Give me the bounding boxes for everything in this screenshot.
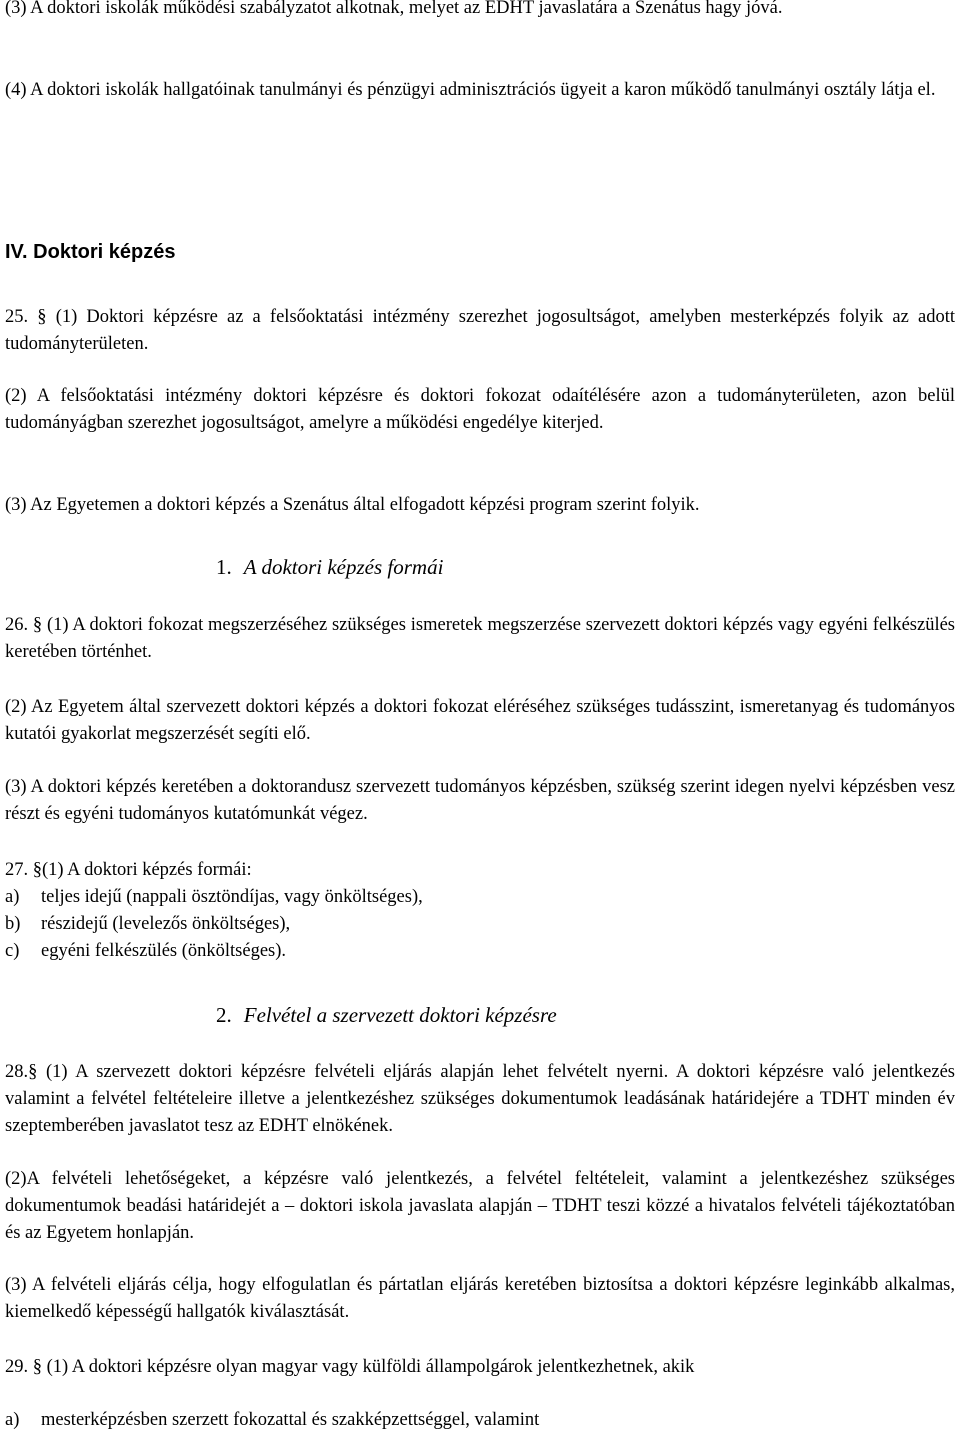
section-28-paragraph-3: (3) A felvételi eljárás célja, hogy elfogulatlan és pártatlan eljárás keretében biztosítsa a doktori képzésre leginkább alkalmas, kiemelkedő képességű hallgatók kiválasztását. [5, 1275, 955, 1322]
list-item-27-a: a) teljes idejű (nappali ösztöndíjas, vagy önköltséges), [5, 887, 423, 907]
list-item-27-c: c) egyéni felkészülés (önköltséges). [5, 941, 287, 961]
subheading-1-number: 1. [216, 555, 232, 579]
subheading-2 [216, 1002, 557, 1029]
list-item-27-b: b) részidejű (levelezős önköltséges), [5, 914, 291, 934]
paragraph-4-tanulmanyi-osztaly: (4) A doktori iskolák hallgatóinak tanulmányi és pénzügyi adminisztrációs ügyeit a karon működő tanulmányi osztály látja el. [5, 80, 936, 100]
list-item-29-a: a) mesterképzésben szerzett fokozattal és szakképzettséggel, valamint [5, 1410, 540, 1430]
section-28-paragraph-2: (2)A felvételi lehetőségeket, a képzésre való jelentkezés, a felvétel feltételeit, valamint a jelentkezéshez szükséges dokumentumok beadási határidejét a – doktori iskola javaslata alapján – TDHT teszi közzé a hivatalos felvételi tájékoztatóban és az Egyetem honlapján. [5, 1169, 955, 1243]
section-27-paragraph-1: 27. §(1) A doktori képzés formái: [5, 860, 252, 880]
subheading-2-number: 2. [216, 1003, 232, 1027]
subheading-1-title: A doktori képzés formái [243, 555, 444, 579]
section-28-paragraph-1: 28.§ (1) A szervezett doktori képzésre felvételi eljárás alapján lehet felvételt nyerni. A doktori képzésre való jelentkezés valamint a felvétel feltételeire illetve a jelentkezéshez szükséges dokumentumok leadásának határidejére a TDHT minden év szeptemberében javaslatot tesz az EDHT elnökének. [5, 1062, 955, 1136]
section-25-paragraph-2: (2) A felsőoktatási intézmény doktori képzésre és doktori fokozat odaítélésére azon a tudományterületen, azon belül tudományágban szerezhet jogosultságot, amelyre a működési engedélye kiterjed. [5, 386, 955, 433]
section-25-paragraph-3: (3) Az Egyetemen a doktori képzés a Szenátus által elfogadott képzési program szerint folyik. [5, 495, 700, 515]
section-25-paragraph-1: 25. § (1) Doktori képzésre az a felsőoktatási intézmény szerezhet jogosultságot, amelyben mesterképzés folyik az adott tudományterületen. [5, 307, 955, 354]
section-26-paragraph-1: 26. § (1) A doktori fokozat megszerzéséhez szükséges ismeretek megszerzése szervezett doktori képzés vagy egyéni felkészülés keretében történhet. [5, 615, 955, 662]
subheading-2-title: Felvétel a szervezett doktori képzésre [243, 1003, 557, 1027]
section-26-paragraph-3: (3) A doktori képzés keretében a doktorandusz szervezett tudományos képzésben, szükség szerint idegen nyelvi képzésben vesz részt és egyéni tudományos kutatómunkát végez. [5, 777, 955, 824]
section-29-paragraph-1: 29. § (1) A doktori képzésre olyan magyar vagy külföldi állampolgárok jelentkezhetnek, akik [5, 1357, 695, 1377]
chapter-heading: IV. Doktori képzés [5, 241, 176, 263]
subheading-1 [216, 554, 443, 581]
section-26-paragraph-2: (2) Az Egyetem által szervezett doktori képzés a doktori fokozat eléréséhez szükséges tudásszint, ismeretanyag és tudományos kutatói gyakorlat megszerzését segíti elő. [5, 697, 955, 744]
paragraph-3-szabalyzat: (3) A doktori iskolák működési szabályzatot alkotnak, melyet az EDHT javaslatára a Szenátus hagy jóvá. [5, 0, 783, 18]
